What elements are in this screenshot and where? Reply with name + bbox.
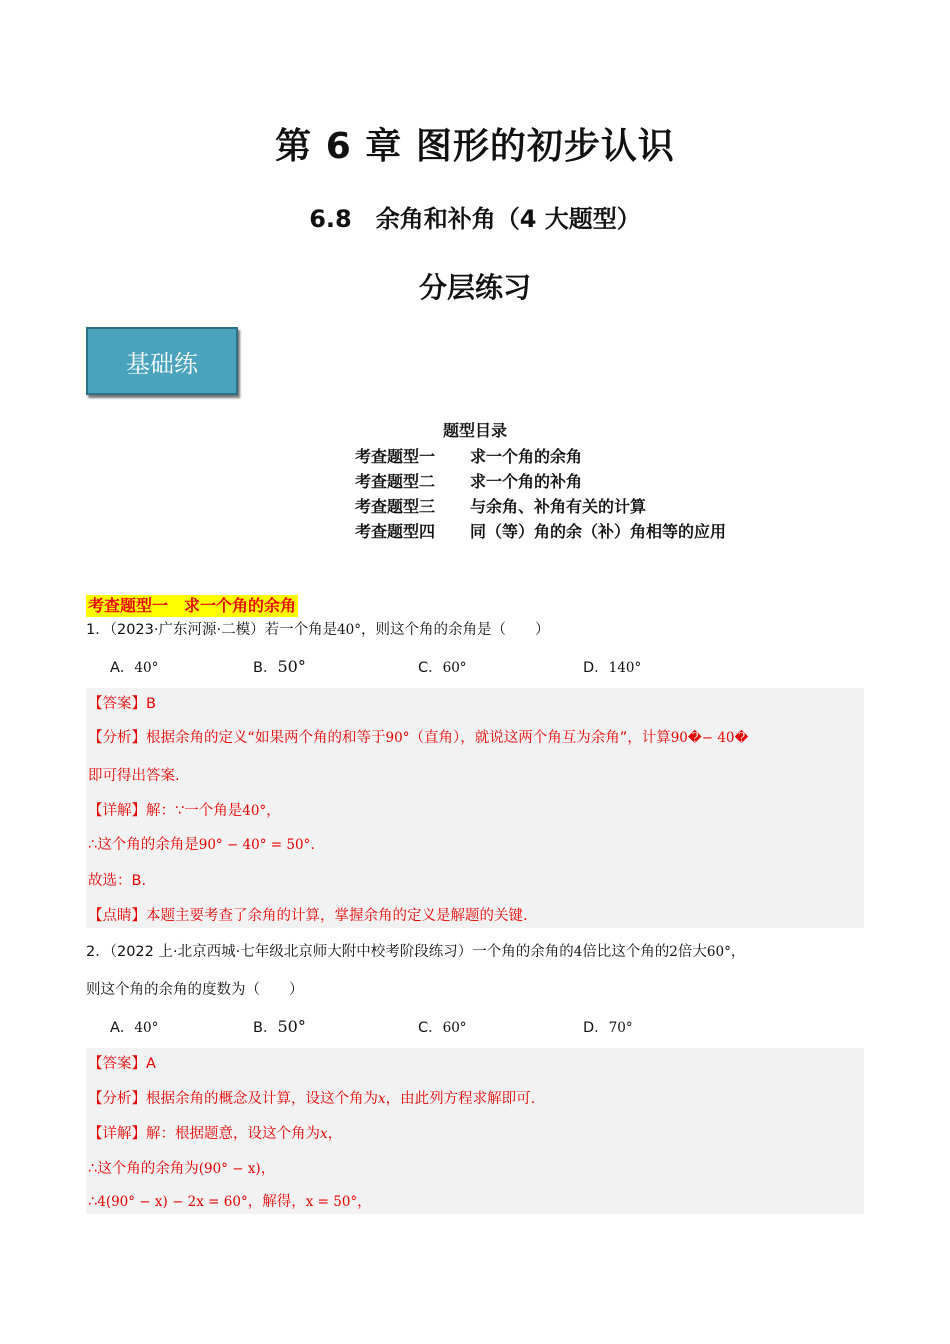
section-heading: 考查题型一 求一个角的余角 bbox=[88, 596, 297, 615]
subtitle: 分层练习 bbox=[418, 271, 531, 304]
option-d bbox=[583, 656, 641, 677]
option-label: A． bbox=[110, 660, 135, 676]
question-2-stem-cont: 则这个角的余角的度数为（ ） bbox=[86, 982, 304, 998]
toc-item-key: 考查题型四 bbox=[355, 522, 436, 541]
option-value: 40° bbox=[134, 660, 159, 676]
toc-item-key: 考查题型一 bbox=[355, 447, 436, 466]
option-c: C．60° bbox=[418, 1020, 467, 1036]
option-value: 140° bbox=[608, 660, 642, 676]
option-b bbox=[253, 656, 306, 677]
chapter-title: 第 6 章 图形的初步认识 bbox=[275, 126, 675, 167]
answer-block-2 bbox=[86, 1048, 864, 1214]
toc-item-text: 同（等）角的余（补）角相等的应用 bbox=[470, 522, 727, 541]
stem-text: ，则这个角的余角是（ ） bbox=[361, 622, 550, 638]
option-a bbox=[110, 656, 158, 677]
level-badge: 基础练 bbox=[86, 327, 238, 395]
option-d: D．70° bbox=[583, 1020, 633, 1036]
detail: 【详解】解：∵一个角是40°， bbox=[88, 803, 281, 819]
stem-text: 1．（2023·广东河源·二模）若一个角是 bbox=[86, 622, 338, 638]
toc-item-key: 考查题型三 bbox=[355, 497, 436, 516]
toc-item-text: 与余角、补角有关的计算 bbox=[470, 497, 647, 516]
option-b: B．50° bbox=[253, 1017, 306, 1036]
math-value: 40° bbox=[337, 622, 362, 638]
option-c bbox=[418, 656, 467, 677]
option-label: C． bbox=[418, 660, 443, 676]
answer: 【答案】B bbox=[88, 696, 156, 712]
detail-step: ∴4(90° − x) − 2x = 60°，解得，x = 50°， bbox=[88, 1194, 372, 1210]
analysis: 【分析】根据余角的概念及计算，设这个角为x，由此列方程求解即可. bbox=[88, 1091, 536, 1107]
toc-item-key: 考查题型二 bbox=[355, 472, 436, 491]
comment: 【点睛】本题主要考查了余角的计算，掌握余角的定义是解题的关键. bbox=[88, 908, 528, 924]
question-2-stem: 2．（2022 上·北京西城·七年级北京师大附中校考阶段练习）一个角的余角的4倍比这个角的2倍大60°， bbox=[86, 944, 746, 960]
option-value: 60° bbox=[442, 660, 467, 676]
toc-item bbox=[355, 519, 726, 542]
toc-item-text: 求一个角的余角 bbox=[470, 447, 583, 466]
detail-step: ∴这个角的余角为(90° − x)， bbox=[88, 1161, 276, 1177]
option-a: A．40° bbox=[110, 1020, 159, 1036]
analysis-cont: 即可得出答案. bbox=[88, 768, 180, 784]
analysis: 【分析】根据余角的定义“如果两个角的和等于90°（直角），就说这两个角互为余角”，计算90�− 40� bbox=[88, 730, 749, 746]
answer: 【答案】A bbox=[88, 1056, 156, 1072]
choice: 故选：B. bbox=[88, 873, 147, 889]
detail-step: ∴这个角的余角是90° − 40° = 50°. bbox=[88, 837, 315, 853]
toc-item bbox=[355, 444, 582, 467]
section-title: 6.8 余角和补角（4 大题型） bbox=[309, 205, 641, 233]
toc-title: 题型目录 bbox=[442, 421, 507, 440]
question-1-stem bbox=[86, 620, 550, 640]
option-label: B． bbox=[253, 660, 278, 676]
toc-item bbox=[355, 494, 646, 517]
toc-item-text: 求一个角的补角 bbox=[470, 472, 583, 491]
toc-item bbox=[355, 469, 582, 492]
detail: 【详解】解：根据题意，设这个角为x， bbox=[88, 1126, 343, 1142]
option-value: 50° bbox=[277, 657, 306, 676]
option-label: D． bbox=[583, 660, 609, 676]
answer-block-1 bbox=[86, 688, 864, 928]
